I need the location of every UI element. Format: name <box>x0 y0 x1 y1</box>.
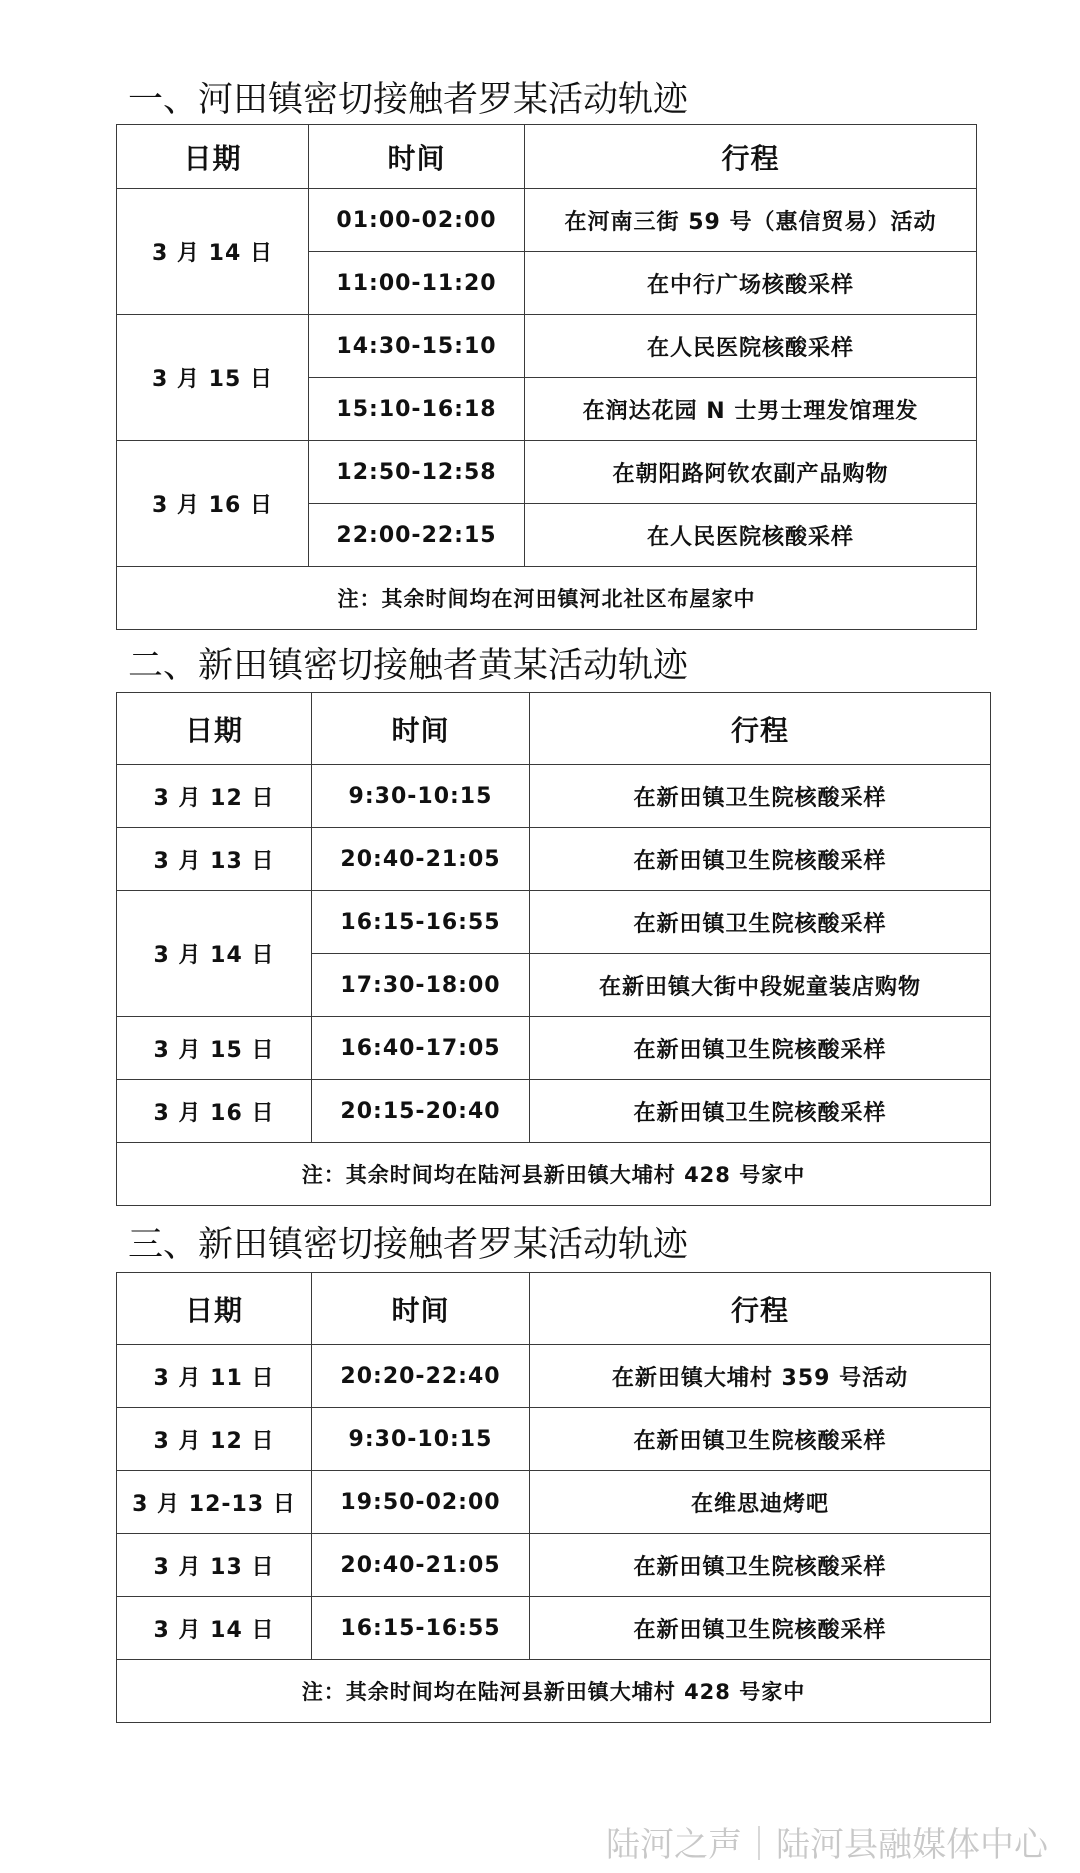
section-1-table <box>116 124 977 630</box>
time-cell: 20:40-21:05 <box>312 1534 530 1597</box>
trip-cell: 在新田镇卫生院核酸采样 <box>530 1080 991 1143</box>
header-date: 日期 <box>117 125 309 189</box>
date-cell: 3 月 16 日 <box>117 441 309 567</box>
time-cell: 22:00-22:15 <box>309 504 525 567</box>
header-time: 时间 <box>312 693 530 765</box>
date-cell: 3 月 12 日 <box>117 765 312 828</box>
time-cell: 20:20-22:40 <box>312 1345 530 1408</box>
note-cell: 注：其余时间均在陆河县新田镇大埔村 428 号家中 <box>117 1660 991 1723</box>
table-row <box>117 1534 991 1597</box>
table-row <box>117 828 991 891</box>
time-cell: 20:15-20:40 <box>312 1080 530 1143</box>
table-row <box>117 315 977 378</box>
table-row <box>117 765 991 828</box>
header-date: 日期 <box>117 693 312 765</box>
table-row <box>117 189 977 252</box>
watermark: 陆河之声｜陆河县融媒体中心 <box>606 1825 1048 1865</box>
note-cell: 注：其余时间均在陆河县新田镇大埔村 428 号家中 <box>117 1143 991 1206</box>
trip-cell: 在新田镇卫生院核酸采样 <box>530 765 991 828</box>
trip-cell: 在润达花园 N 士男士理发馆理发 <box>525 378 977 441</box>
table-row <box>117 1471 991 1534</box>
trip-cell: 在新田镇大街中段妮童装店购物 <box>530 954 991 1017</box>
date-cell: 3 月 12 日 <box>117 1408 312 1471</box>
trip-cell: 在中行广场核酸采样 <box>525 252 977 315</box>
time-cell: 15:10-16:18 <box>309 378 525 441</box>
trip-cell: 在维思迪烤吧 <box>530 1471 991 1534</box>
trip-cell: 在新田镇卫生院核酸采样 <box>530 1017 991 1080</box>
trip-cell: 在新田镇卫生院核酸采样 <box>530 1597 991 1660</box>
section-3-title: 三、新田镇密切接触者罗某活动轨迹 <box>128 1225 689 1265</box>
trip-cell: 在新田镇卫生院核酸采样 <box>530 1534 991 1597</box>
table-header-row <box>117 125 977 189</box>
trip-cell: 在朝阳路阿钦农副产品购物 <box>525 441 977 504</box>
table-row <box>117 1408 991 1471</box>
header-trip: 行程 <box>530 693 991 765</box>
note-row <box>117 1143 991 1206</box>
time-cell: 16:15-16:55 <box>312 891 530 954</box>
table-header-row <box>117 1273 991 1345</box>
trip-cell: 在新田镇大埔村 359 号活动 <box>530 1345 991 1408</box>
trip-cell: 在新田镇卫生院核酸采样 <box>530 891 991 954</box>
header-time: 时间 <box>309 125 525 189</box>
time-cell: 20:40-21:05 <box>312 828 530 891</box>
time-cell: 12:50-12:58 <box>309 441 525 504</box>
table-row <box>117 1345 991 1408</box>
date-cell: 3 月 12-13 日 <box>117 1471 312 1534</box>
section-2-table <box>116 692 991 1206</box>
trip-cell: 在新田镇卫生院核酸采样 <box>530 828 991 891</box>
time-cell: 9:30-10:15 <box>312 1408 530 1471</box>
table-header-row <box>117 693 991 765</box>
time-cell: 14:30-15:10 <box>309 315 525 378</box>
note-cell: 注：其余时间均在河田镇河北社区布屋家中 <box>117 567 977 630</box>
trip-cell: 在新田镇卫生院核酸采样 <box>530 1408 991 1471</box>
section-2-title: 二、新田镇密切接触者黄某活动轨迹 <box>128 646 689 686</box>
date-cell: 3 月 11 日 <box>117 1345 312 1408</box>
time-cell: 16:40-17:05 <box>312 1017 530 1080</box>
header-trip: 行程 <box>530 1273 991 1345</box>
date-cell: 3 月 14 日 <box>117 891 312 1017</box>
date-cell: 3 月 14 日 <box>117 189 309 315</box>
date-cell: 3 月 16 日 <box>117 1080 312 1143</box>
date-cell: 3 月 15 日 <box>117 315 309 441</box>
time-cell: 01:00-02:00 <box>309 189 525 252</box>
trip-cell: 在河南三街 59 号（惠信贸易）活动 <box>525 189 977 252</box>
time-cell: 11:00-11:20 <box>309 252 525 315</box>
time-cell: 17:30-18:00 <box>312 954 530 1017</box>
note-row <box>117 1660 991 1723</box>
section-1-title: 一、河田镇密切接触者罗某活动轨迹 <box>128 80 689 120</box>
table-row <box>117 441 977 504</box>
date-cell: 3 月 13 日 <box>117 828 312 891</box>
table-row <box>117 1080 991 1143</box>
time-cell: 9:30-10:15 <box>312 765 530 828</box>
date-cell: 3 月 15 日 <box>117 1017 312 1080</box>
section-3-table <box>116 1272 991 1723</box>
note-row <box>117 567 977 630</box>
header-trip: 行程 <box>525 125 977 189</box>
date-cell: 3 月 13 日 <box>117 1534 312 1597</box>
table-row <box>117 1597 991 1660</box>
trip-cell: 在人民医院核酸采样 <box>525 504 977 567</box>
time-cell: 16:15-16:55 <box>312 1597 530 1660</box>
table-row <box>117 1017 991 1080</box>
header-date: 日期 <box>117 1273 312 1345</box>
header-time: 时间 <box>312 1273 530 1345</box>
time-cell: 19:50-02:00 <box>312 1471 530 1534</box>
trip-cell: 在人民医院核酸采样 <box>525 315 977 378</box>
date-cell: 3 月 14 日 <box>117 1597 312 1660</box>
table-row <box>117 891 991 954</box>
